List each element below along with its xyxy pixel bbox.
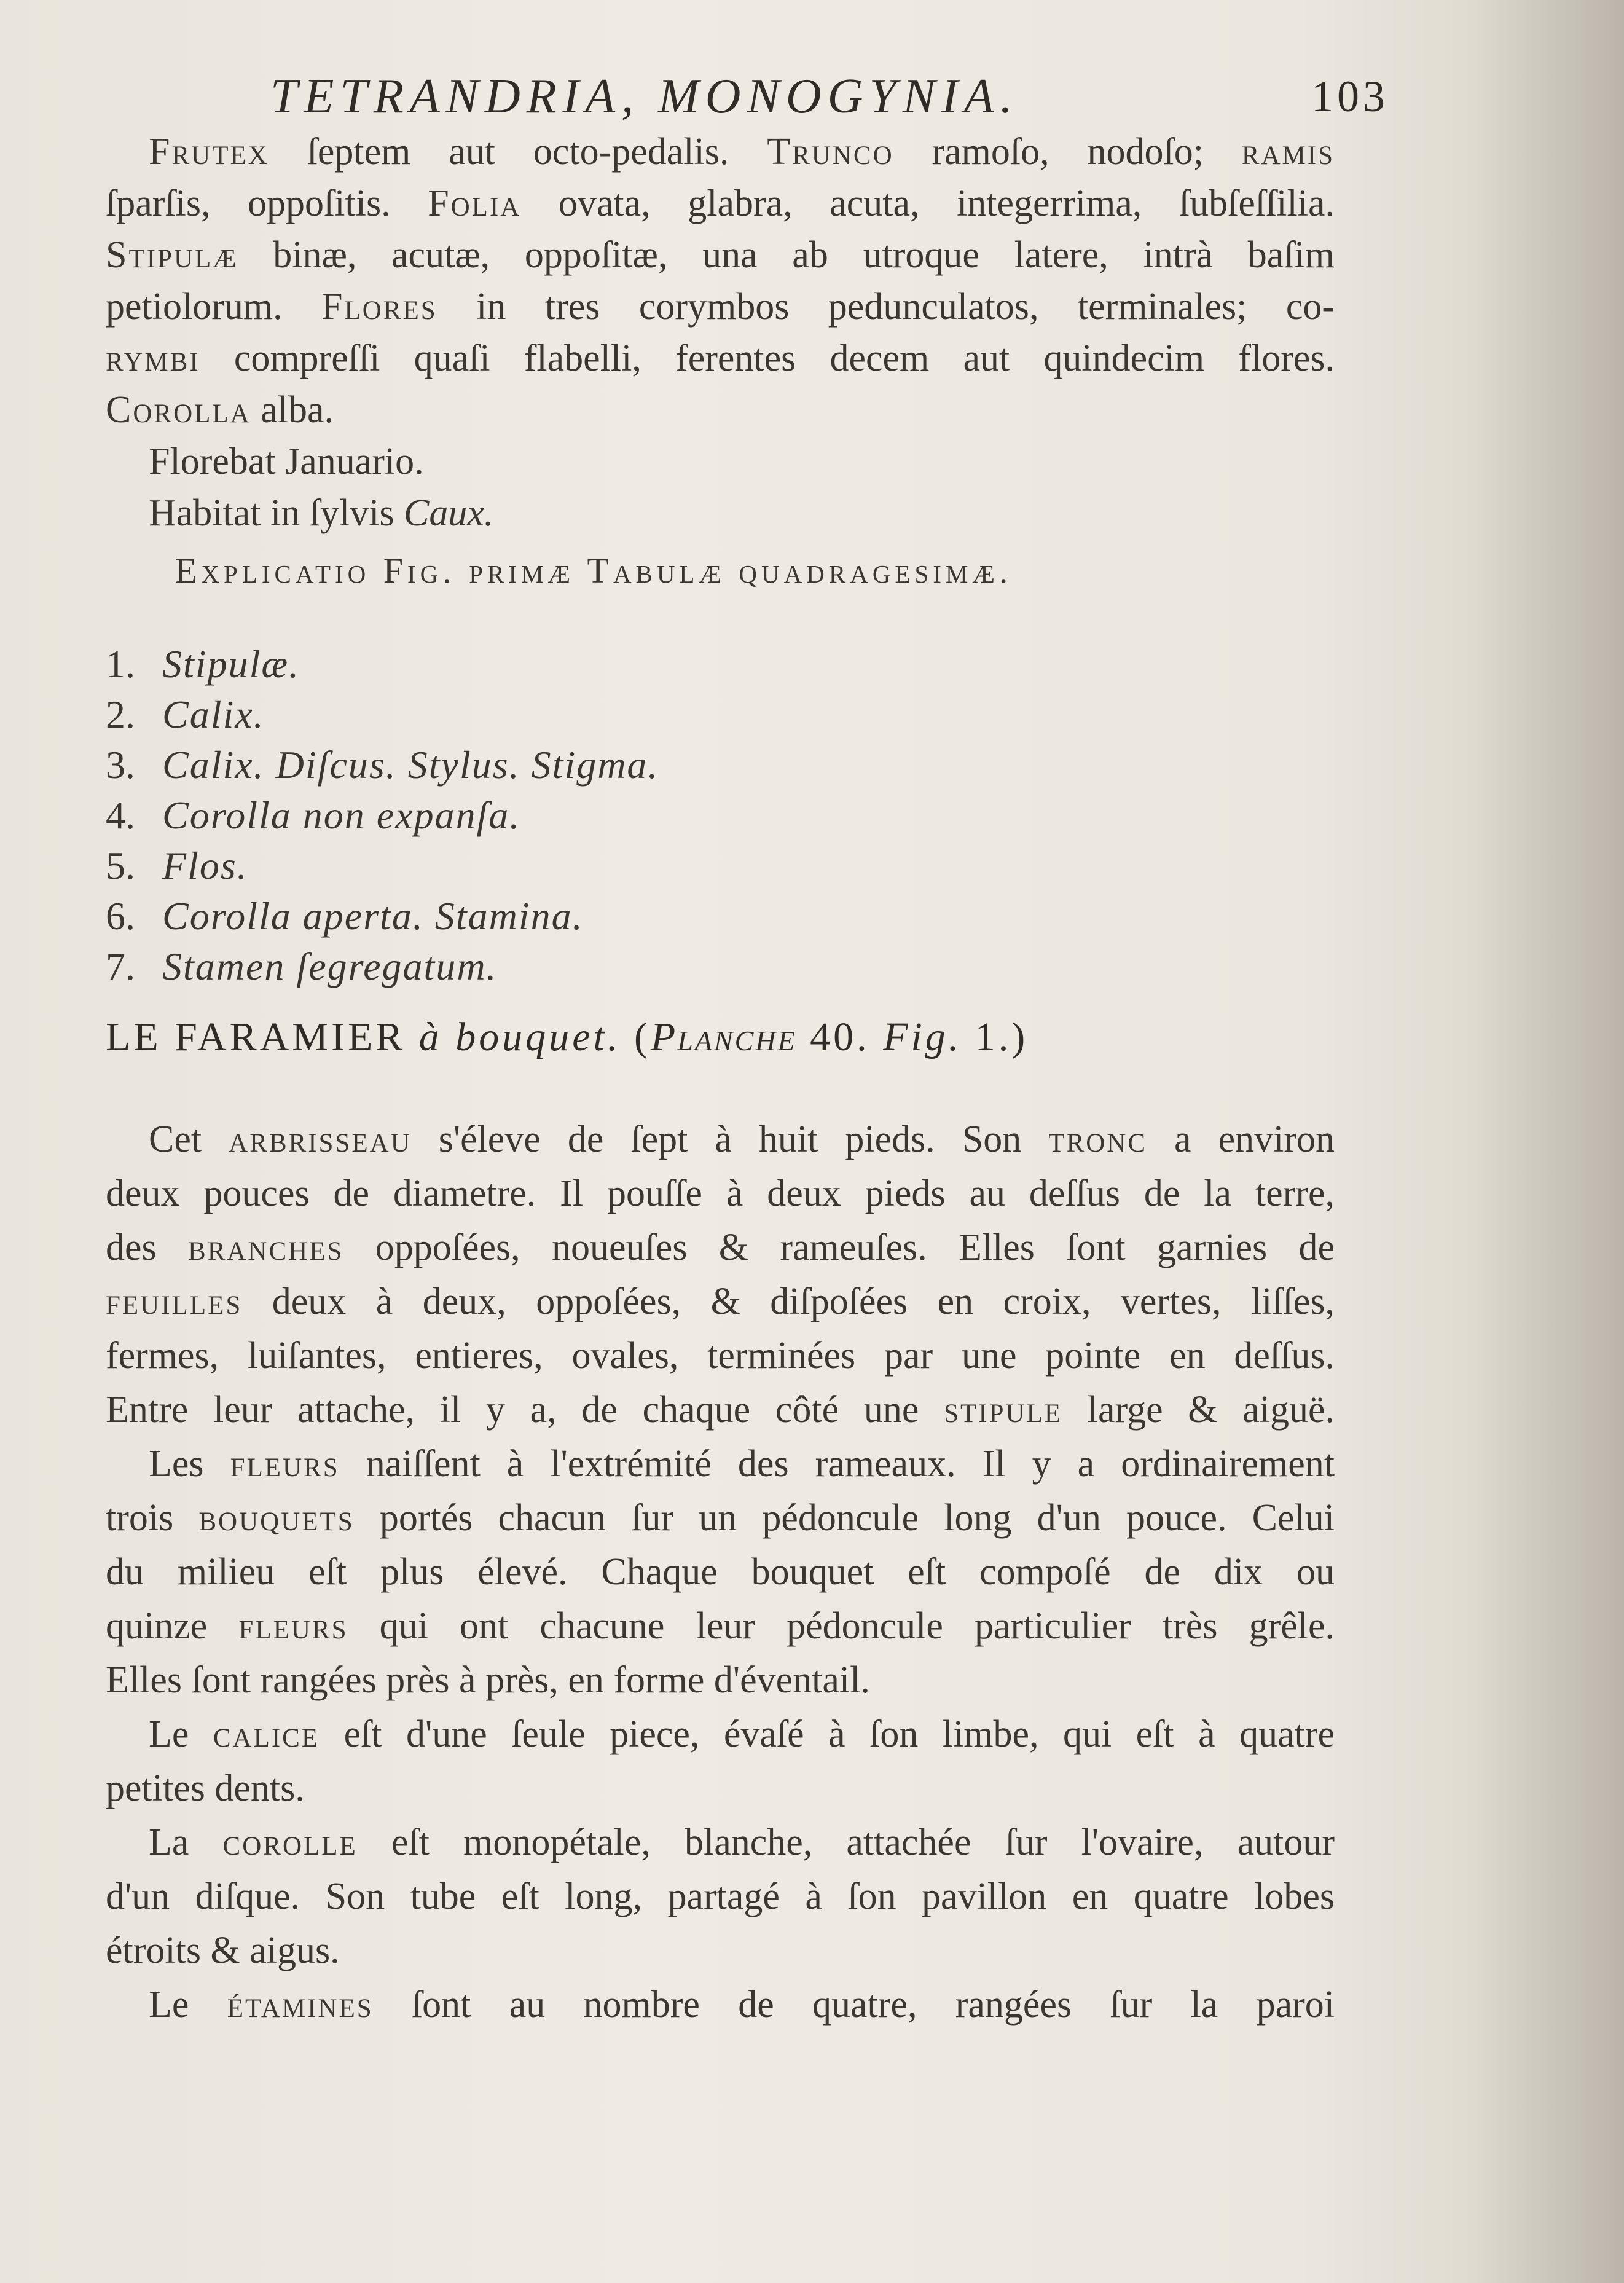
running-header [270, 69, 1389, 124]
plant-subtitle: à bouquet. [418, 1015, 621, 1059]
paragraph-line: Le étamines ſont au nombre de quatre, rangées ſur la paroi [149, 1984, 1335, 2026]
figure-item: 1. Stipulæ. [106, 642, 300, 686]
latin-line-2: ſparſis, oppoſitis. Folia ovata, glabra, acuta, integerrima, ſubſeſſilia. [106, 183, 1335, 224]
latin-line-5: rymbi compreſſi quaſi flabelli, ferentes decem aut quindecim flores. [106, 337, 1335, 379]
paragraph-line: quinze fleurs qui ont chacune leur pédoncule particulier très grêle. [106, 1605, 1335, 1647]
paragraph-line: Les fleurs naiſſent à l'extrémité des rameaux. Il y a ordinairement [149, 1443, 1335, 1485]
florebat-line: Florebat Januario. [149, 441, 424, 482]
fig-label: Fig. [883, 1015, 962, 1059]
figure-item: 7. Stamen ſegregatum. [106, 945, 498, 988]
figure-item: 3. Calix. Diſcus. Stylus. Stigma. [106, 743, 659, 787]
plate-label: Planche [650, 1015, 797, 1059]
plant-name: LE FARAMIER [106, 1015, 406, 1059]
paragraph-line: du milieu eſt plus élevé. Chaque bouquet eſt compoſé de dix ou [106, 1551, 1335, 1593]
latin-line-6: Corolla alba. [106, 389, 334, 431]
paragraph-line: d'un diſque. Son tube eſt long, partagé à ſon pavillon en quatre lobes [106, 1876, 1335, 1917]
page-gutter-shadow [1464, 0, 1624, 2283]
figure-item: 4. Corolla non expanſa. [106, 793, 521, 837]
french-description [106, 1112, 1335, 2032]
section-title: LE FARAMIER à bouquet. (Planche 40. Fig. 1.) [106, 1015, 1029, 1059]
header-title: TETRANDRIA, MONOGYNIA. [270, 69, 1019, 124]
latin-line-1: Frutex ſeptem aut octo-pedalis. Trunco ramoſo, nodoſo; ramis [149, 131, 1335, 173]
paragraph-line: Le calice eſt d'une ſeule piece, évaſé à ſon limbe, qui eſt à quatre [149, 1713, 1335, 1755]
paragraph-line: trois bouquets portés chacun ſur un pédoncule long d'un pouce. Celui [106, 1497, 1335, 1539]
paragraph-line: Entre leur attache, il y a, de chaque côté une stipule large & aiguë. [106, 1389, 1335, 1431]
habitat-line: Habitat in ſylvis Caux. [149, 492, 494, 534]
page-number: 103 [1311, 72, 1389, 121]
paragraph-line: petites dents. [106, 1767, 305, 1809]
paragraph-line: des branches oppoſées, noueuſes & rameuſes. Elles ſont garnies de [106, 1227, 1335, 1268]
figure-list [106, 639, 659, 992]
figure-item: 6. Corolla aperta. Stamina. [106, 894, 584, 938]
figure-item: 2. Calix. [106, 693, 265, 736]
figure-item: 5. Flos. [106, 844, 248, 887]
paragraph-line: fermes, luiſantes, entieres, ovales, terminées par une pointe en deſſus. [106, 1335, 1335, 1377]
paragraph-line: deux pouces de diametre. Il pouſſe à deux pieds au deſſus de la terre, [106, 1173, 1335, 1214]
paragraph-line: feuilles deux à deux, oppoſées, & diſpoſées en croix, vertes, liſſes, [106, 1281, 1335, 1322]
paragraph-line: Elles ſont rangées près à près, en forme d'éventail. [106, 1659, 870, 1701]
latin-line-3: Stipulæ binæ, acutæ, oppoſitæ, una ab utroque latere, intrà baſim [106, 234, 1335, 276]
paragraph-line: étroits & aigus. [106, 1930, 340, 1971]
latin-line-4: petiolorum. Flores in tres corymbos pedunculatos, terminales; co- [106, 286, 1335, 328]
paragraph-line: Cet arbrisseau s'éleve de ſept à huit pieds. Son tronc a environ [149, 1118, 1335, 1160]
latin-description [106, 126, 1335, 539]
paragraph-line: La corolle eſt monopétale, blanche, attachée ſur l'ovaire, autour [149, 1821, 1335, 1863]
figure-caption: Explicatio Fig. primæ Tabulæ quadragesimæ. [175, 551, 1013, 591]
